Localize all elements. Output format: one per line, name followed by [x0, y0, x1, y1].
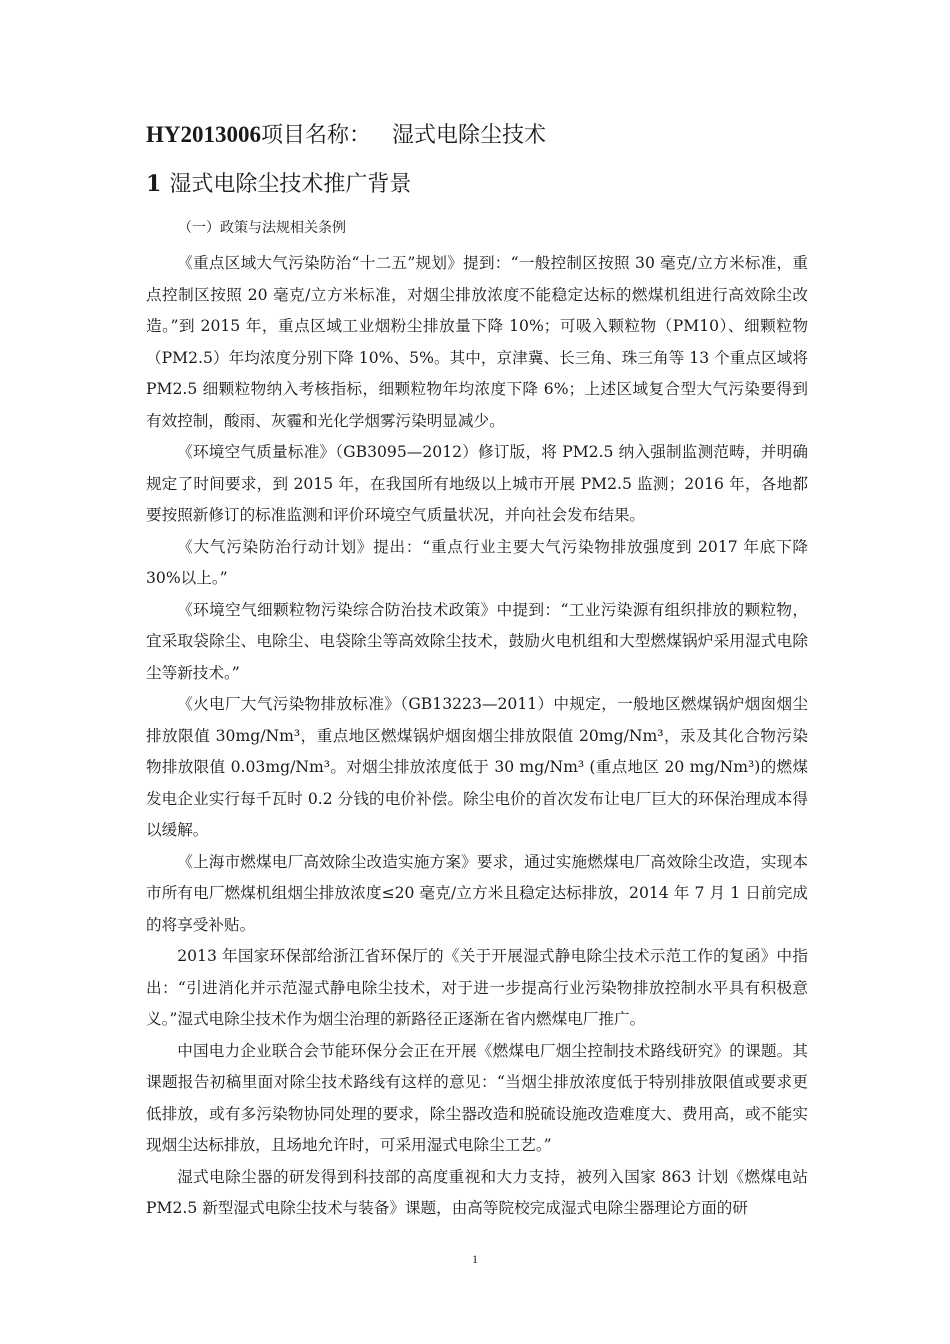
- project-name-label: 项目名称：: [261, 123, 372, 148]
- paragraph-1: 《重点区域大气污染防治“十二五”规划》提到：“一般控制区按照 30 毫克/立方米标准，重点控制区按照 20 毫克/立方米标准，对烟尘排放浓度不能稳定达标的燃煤机组进行高效除尘改造。”到 2015 年，重点区域工业烟粉尘排放量下降 10%；可吸入颗粒物（PM10）、细颗粒物（PM2.5）年均浓度分别下降 10%、5%。其中，京津冀、长三角、珠三角等 13 个重点区域将 PM2.5 细颗粒物纳入考核指标，细颗粒物年均浓度下降 6%；上述区域复合型大气污染要得到有效控制，酸雨、灰霾和光化学烟雾污染明显减少。: [146, 254, 808, 430]
- paragraph-4: 《环境空气细颗粒物污染综合防治技术政策》中提到：“工业污染源有组织排放的颗粒物，宜采取袋除尘、电除尘、电袋除尘等高效除尘技术，鼓励火电机组和大型燃煤锅炉采用湿式电除尘等新技术。”: [146, 600, 808, 682]
- subsection-heading: （一）政策与法规相关条例: [178, 220, 346, 236]
- paragraph-8: 中国电力企业联合会节能环保分会正在开展《燃煤电厂烟尘控制技术路线研究》的课题。其课题报告初稿里面对除尘技术路线有这样的意见：“当烟尘排放浓度低于特别排放限值或要求更低排放，或有多污染物协同处理的要求，除尘器改造和脱硫设施改造难度大、费用高，或不能实现烟尘达标排放，且场地允许时，可采用湿式电除尘工艺。”: [146, 1041, 808, 1154]
- document-body: [146, 248, 808, 1225]
- section-number: 1: [146, 171, 162, 197]
- paragraph-2: 《环境空气质量标准》（GB3095—2012）修订版，将 PM2.5 纳入强制监测范畴，并明确规定了时间要求，到 2015 年，在我国所有地级以上城市开展 PM2.5 监测；2016 年，各地都要按照新修订的标准监测和评价环境空气质量状况，并向社会发布结果。: [146, 443, 808, 524]
- document-title: [146, 118, 846, 153]
- paragraph-3: 《大气污染防治行动计划》提出：“重点行业主要大气污染物排放强度到 2017 年底下降 30%以上。”: [146, 537, 808, 587]
- section-heading: [146, 166, 846, 203]
- page-number: 1: [472, 1252, 478, 1266]
- paragraph-9: 湿式电除尘器的研发得到科技部的高度重视和大力支持，被列入国家 863 计划《燃煤电站 PM2.5 新型湿式电除尘技术与装备》课题，由高等院校完成湿式电除尘器理论方面的研: [146, 1167, 808, 1217]
- project-code: HY2013006: [146, 122, 261, 147]
- project-name-value: 湿式电除尘技术: [392, 123, 547, 148]
- section-title: 湿式电除尘技术推广背景: [169, 172, 412, 197]
- paragraph-6: 《上海市燃煤电厂高效除尘改造实施方案》要求，通过实施燃煤电厂高效除尘改造，实现本市所有电厂燃煤机组烟尘排放浓度≤20 毫克/立方米且稳定达标排放，2014 年 7 月 1 日前完成的将享受补贴。: [146, 852, 808, 934]
- paragraph-7: 2013 年国家环保部给浙江省环保厅的《关于开展湿式静电除尘技术示范工作的复函》中指出：“引进消化并示范湿式静电除尘技术，对于进一步提高行业污染物排放控制水平具有积极意义。”湿式电除尘技术作为烟尘治理的新路径正逐渐在省内燃煤电厂推广。: [146, 947, 808, 1028]
- paragraph-5: 《火电厂大气污染物排放标准》（GB13223—2011）中规定，一般地区燃煤锅炉烟囱烟尘排放限值 30mg/Nm³，重点地区燃煤锅炉烟囱烟尘排放限值 20mg/Nm³，汞及其化合物污染物排放限值 0.03mg/Nm³。对烟尘排放浓度低于 30 mg/Nm³ (重点地区 20 mg/Nm³)的燃煤发电企业实行每千瓦时 0.2 分钱的电价补偿。除尘电价的首次发布让电厂巨大的环保治理成本得以缓解。: [146, 695, 808, 839]
